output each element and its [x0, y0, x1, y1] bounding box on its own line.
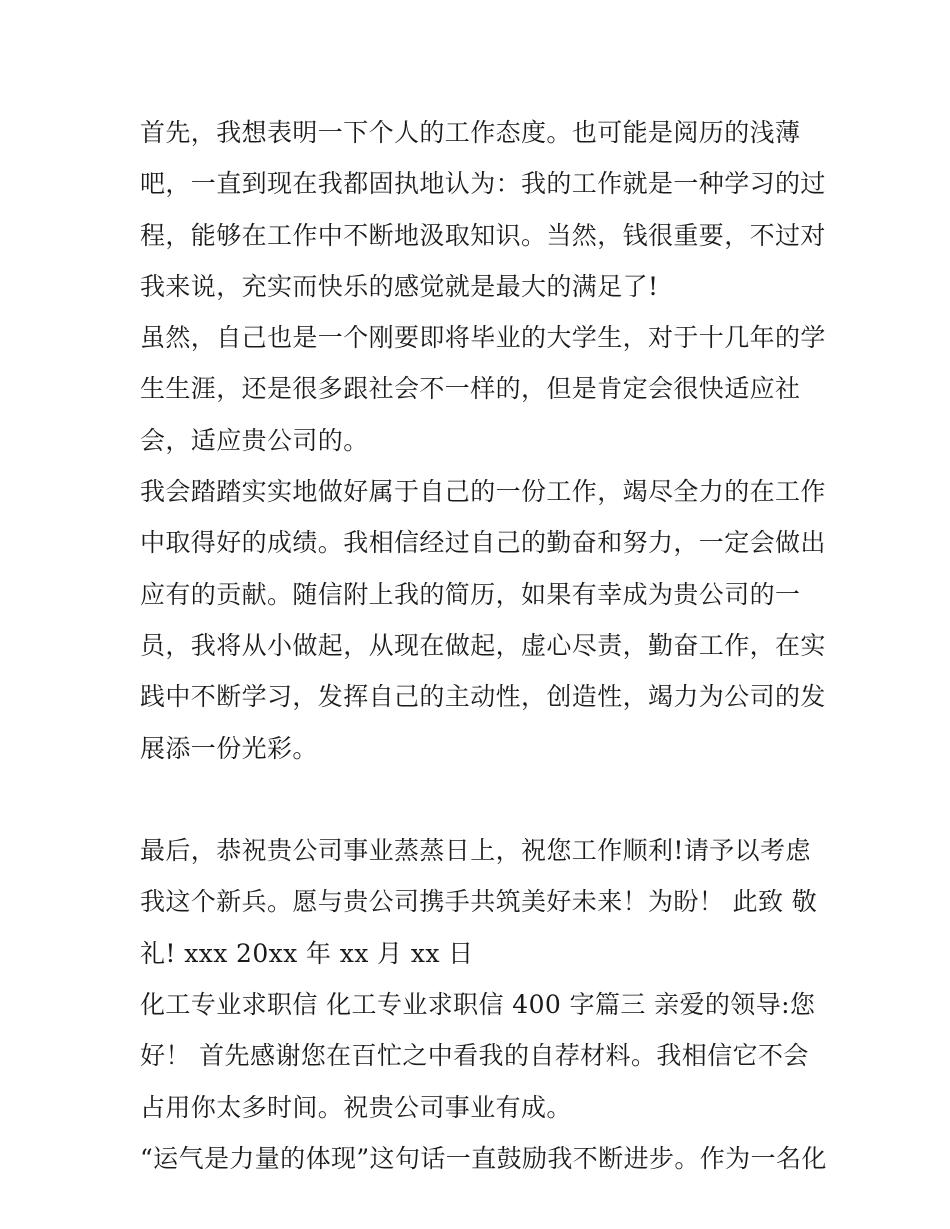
text-line: 占用你太多时间。祝贵公司事业有成。: [140, 1092, 572, 1122]
text-line: 我这个新兵。愿与贵公司携手共筑美好未来！为盼！ 此致 敬: [140, 887, 818, 917]
text-line: 应有的贡献。随信附上我的简历，如果有幸成为贵公司的一: [140, 579, 801, 609]
text-line: 践中不断学习，发挥自己的主动性，创造性，竭力为公司的发: [140, 682, 826, 712]
paragraph-motto: [140, 1133, 827, 1184]
document-body: [140, 107, 827, 1184]
text-line: 礼! xxx 20xx 年 xx 月 xx 日: [140, 938, 474, 968]
text-line: “运气是力量的体现”这句话一直鼓励我不断进步。作为一名化: [140, 1143, 827, 1173]
text-line: 生生涯，还是很多跟社会不一样的，但是肯定会很快适应社: [140, 374, 801, 404]
text-line: 首先，我想表明一下个人的工作态度。也可能是阅历的浅薄: [140, 118, 801, 147]
text-line: 中取得好的成绩。我相信经过自己的勤奋和努力，一定会做出: [140, 528, 826, 558]
text-line: 最后，恭祝贵公司事业蒸蒸日上，祝您工作顺利!请予以考虑: [140, 836, 811, 866]
text-line: [140, 774, 820, 825]
text-line: 程，能够在工作中不断地汲取知识。当然，钱很重要，不过对: [140, 220, 826, 250]
text-line: 展添一份光彩。: [140, 733, 318, 763]
text-line: 我来说，充实而快乐的感觉就是最大的满足了!: [140, 271, 659, 301]
text-line: 会，适应贵公司的。: [140, 425, 369, 455]
paragraph-graduate: [140, 312, 826, 466]
paragraph-work-attitude: [140, 107, 826, 312]
text-line: 员，我将从小做起，从现在做起，虚心尽责，勤奋工作，在实: [140, 630, 826, 660]
text-line: 化工专业求职信 化工专业求职信 400 字篇三 亲爱的领导:您: [140, 990, 816, 1020]
paragraph-letter-three-intro: [140, 979, 820, 1133]
paragraph-commitment: [140, 466, 826, 825]
text-line: 我会踏踏实实地做好属于自己的一份工作，竭尽全力的在工作: [140, 477, 826, 507]
text-line: 好！ 首先感谢您在百忙之中看我的自荐材料。我相信它不会: [140, 1041, 809, 1071]
text-line: 虽然，自己也是一个刚要即将毕业的大学生，对于十几年的学: [140, 323, 826, 353]
text-line: 吧，一直到现在我都固执地认为：我的工作就是一种学习的过: [140, 169, 826, 199]
paragraph-closing: [140, 825, 820, 979]
